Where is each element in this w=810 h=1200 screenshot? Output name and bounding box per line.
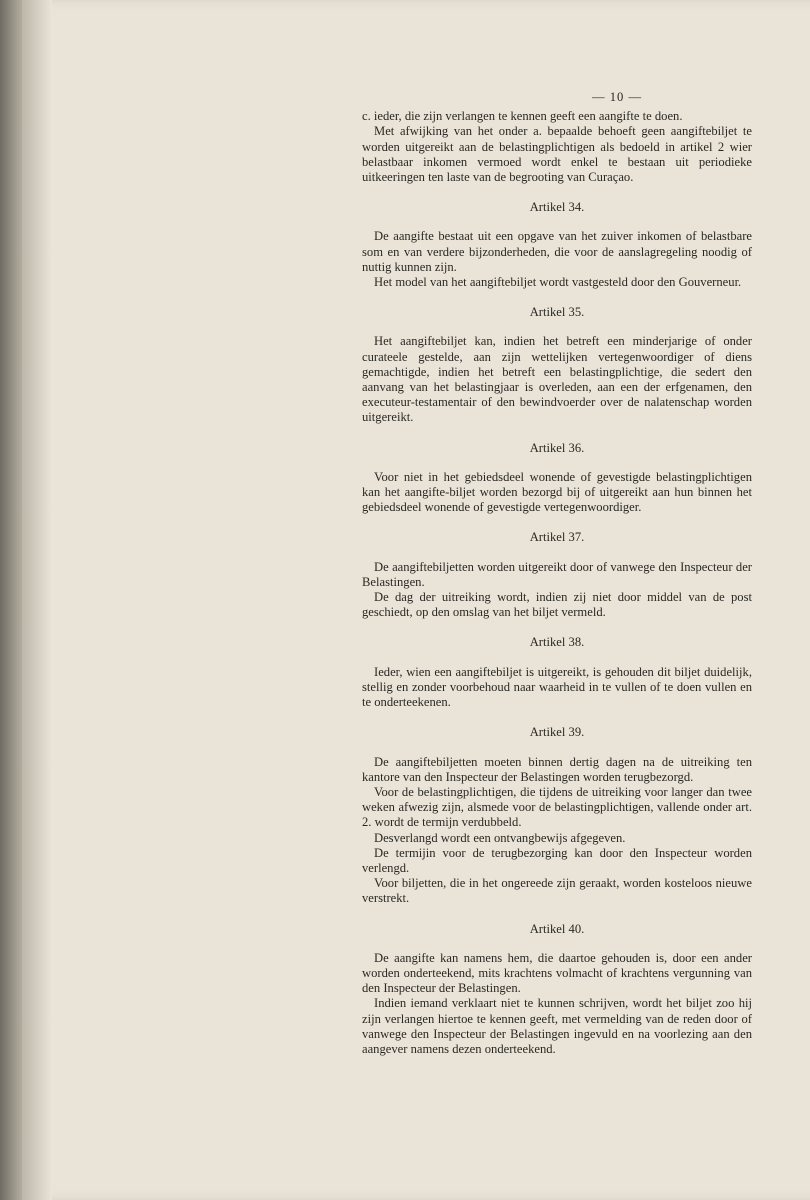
article-paragraph: De termijin voor de terugbezorging kan door den Inspecteur worden verlengd. <box>362 845 752 875</box>
intro-paragraph: Met afwijking van het onder a. bepaalde behoeft geen aangiftebiljet te worden uitgereikt aan de belastingplichtigen als bedoeld in artikel 2 wier belastbaar inkomen vermoed wordt enkel te bestaan uit periodieke uitkeeringen ten laste van de begrooting van Curaçao. <box>362 124 752 185</box>
article-paragraph: Het model van het aangiftebiljet wordt vastgesteld door den Gouverneur. <box>374 275 742 290</box>
article-39 <box>362 725 752 906</box>
article-34 <box>362 200 752 290</box>
article-paragraph: Voor niet in het gebiedsdeel wonende of gevestigde belastingplichtigen kan het aangifte-biljet worden bezorgd bij of uitgereikt aan hun binnen het gebiedsdeel wonende of gevestigde vertegenwoordiger. <box>362 469 752 515</box>
article-paragraph: De dag der uitreiking wordt, indien zij niet door middel van de post geschiedt, op den omslag van het biljet vermeld. <box>362 590 752 620</box>
article-heading: Artikel 34. <box>529 200 585 215</box>
article-paragraph: Indien iemand verklaart niet te kunnen schrijven, wordt het biljet zoo hij zijn verlangen hiertoe te kennen geeft, met vermelding van de reden door of vanwege den Inspecteur der Belastingen ingevuld en na voorlezing aan den aangever namens dezen onderteekend. <box>362 996 752 1056</box>
article-paragraph: Voor biljetten, die in het ongereede zijn geraakt, worden kosteloos nieuwe verstrekt. <box>362 876 752 906</box>
article-heading: Artikel 35. <box>529 305 585 320</box>
document-text <box>362 90 752 1057</box>
article-paragraph: Desverlangd wordt een ontvangbewijs afgegeven. <box>374 830 626 845</box>
article-paragraph: De aangifte kan namens hem, die daartoe gehouden is, door een ander worden onderteekend, mits krachtens volmacht of krachtens vergunning van den Inspecteur der Belastingen. <box>362 950 752 996</box>
article-40 <box>362 922 752 1058</box>
article-heading: Artikel 37. <box>529 530 585 545</box>
article-38 <box>362 635 752 710</box>
article-36 <box>362 441 752 516</box>
article-heading: Artikel 39. <box>529 725 585 740</box>
article-paragraph: Ieder, wien een aangiftebiljet is uitgereikt, is gehouden dit biljet duidelijk, stellig en zonder voorbehoud naar waarheid in te vullen of te doen vullen en te onderteekenen. <box>362 664 752 710</box>
page-number: — 10 — <box>591 90 643 104</box>
article-paragraph: De aangiftebiljetten moeten binnen dertig dagen na de uitreiking ten kantore van den Inspecteur der Belastingen worden terugbezorgd. <box>362 754 752 784</box>
intro-paragraph: c. ieder, die zijn verlangen te kennen geeft een aangifte te doen. <box>362 109 683 124</box>
article-35 <box>362 305 752 425</box>
article-paragraph: Voor de belastingplichtigen, die tijdens de uitreiking voor langer dan twee weken afwezig zijn, alsmede voor de belastingplichtigen, vallende onder art. 2. wordt de termijn verdubbeld. <box>362 784 752 830</box>
article-heading: Artikel 38. <box>529 635 585 650</box>
article-paragraph: De aangiftebiljetten worden uitgereikt door of vanwege den Inspecteur der Belastingen. <box>362 559 752 589</box>
article-heading: Artikel 36. <box>529 440 585 455</box>
page-gutter <box>22 0 52 1200</box>
article-37 <box>362 530 752 620</box>
article-heading: Artikel 40. <box>529 921 585 936</box>
article-paragraph: Het aangiftebiljet kan, indien het betreft een minderjarige of onder curateele gestelde, aan zijn wettelijken vertegenwoordiger of diens gemachtigde, indien het betreft een belastingplichtige, die sedert den aanvang van het belastingjaar is overleden, aan een der erfgenamen, den executeur-testamentair of den bewindvoerder over de nalatenschap worden uitgereikt. <box>362 334 752 425</box>
article-paragraph: De aangifte bestaat uit een opgave van het zuiver inkomen of belastbare som en van verdere bijzonderheden, die voor de aanslagregeling noodig of nuttig kunnen zijn. <box>362 229 752 274</box>
